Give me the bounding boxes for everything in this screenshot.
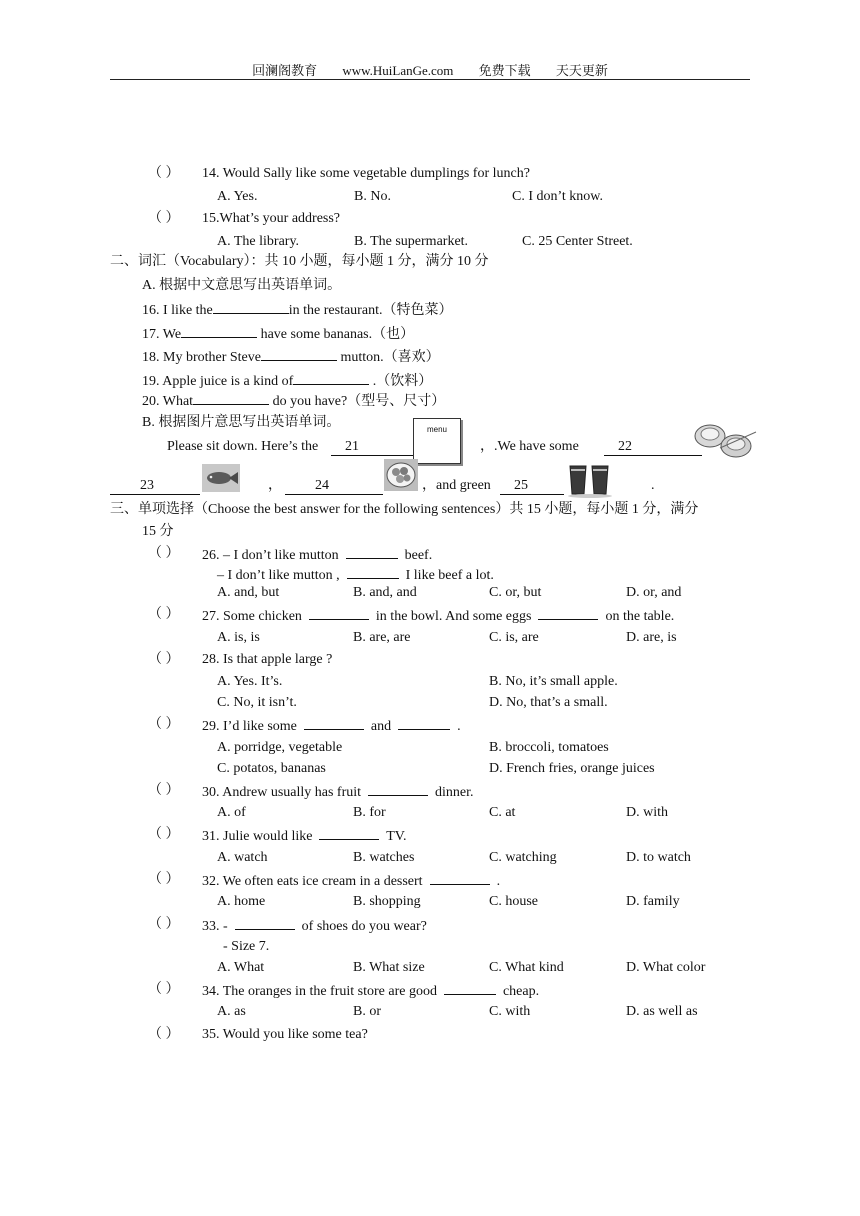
question-27-text: 27. Some chicken (202, 609, 302, 624)
vocab-item-16-post: in the restaurant.（特色菜） (288, 303, 453, 318)
answer-blank-29b[interactable] (398, 716, 450, 730)
question-26-option-a: A. and, but (217, 585, 280, 600)
question-26-text-2: – I don’t like mutton , (217, 568, 340, 583)
vocab-item-19-post: .（饮料） (369, 374, 433, 389)
question-33-end: of shoes do you wear? (301, 919, 427, 934)
question-32-option-d: D. family (626, 894, 680, 909)
question-32-paren: （ ） (148, 872, 180, 887)
question-27-end: on the table. (605, 609, 675, 624)
question-28-paren: （ ） (148, 652, 180, 667)
question-27-mid: in the bowl. And some eggs (375, 609, 532, 624)
question-28-option-c: C. No, it isn’t. (217, 695, 297, 710)
question-29-text: 29. I’d like some (202, 719, 297, 734)
question-14-option-c: C. I don’t know. (512, 189, 603, 204)
blank-21-number: 21 (345, 439, 359, 454)
header-tagline-2: 天天更新 (555, 63, 608, 78)
question-30-option-c: C. at (489, 805, 516, 820)
question-29-option-a: A. porridge, vegetable (217, 740, 343, 755)
picture-line-1-pre: Please sit down. Here’s the (167, 439, 319, 454)
question-15-option-c: C. 25 Center Street. (522, 234, 633, 249)
question-27-paren: （ ） (148, 607, 180, 622)
vocab-item-18-pre: 18. My brother Steve (142, 350, 261, 365)
question-31-option-b: B. watches (353, 850, 415, 865)
question-28-option-a: A. Yes. It’s. (217, 674, 283, 689)
question-31-option-d: D. to watch (626, 850, 691, 865)
question-32-text: 32. We often eats ice cream in a dessert (202, 874, 423, 889)
vocab-item-16-pre: 16. I like the (142, 303, 213, 318)
question-31-line (202, 826, 407, 846)
vocab-item-16 (142, 300, 452, 320)
fish-image (202, 464, 240, 492)
question-32-line (202, 871, 500, 891)
vocab-item-19-pre: 19. Apple juice is a kind of (142, 374, 294, 389)
question-34-end: cheap. (502, 984, 540, 999)
question-29-end: . (457, 719, 461, 734)
question-32-option-b: B. shopping (353, 894, 421, 909)
question-33-option-a: A. What (217, 960, 265, 975)
question-35-text: 35. Would you like some tea? (202, 1027, 368, 1042)
question-29-paren: （ ） (148, 717, 180, 732)
answer-blank-24[interactable] (285, 477, 383, 495)
question-33-option-c: C. What kind (489, 960, 564, 975)
vocab-item-20 (142, 391, 445, 411)
question-30-option-a: A. of (217, 805, 246, 820)
question-15-text: 15.What’s your address? (202, 211, 341, 226)
question-34-option-c: C. with (489, 1004, 531, 1019)
question-33-paren: （ ） (148, 917, 180, 932)
answer-blank-27a[interactable] (309, 606, 369, 620)
question-33-answer-line: - Size 7. (223, 939, 270, 954)
answer-blank-21[interactable] (331, 438, 413, 456)
question-28-option-b: B. No, it’s small apple. (489, 674, 618, 689)
question-26-paren: （ ） (148, 546, 180, 561)
question-33-option-b: B. What size (353, 960, 425, 975)
answer-blank-32[interactable] (430, 871, 490, 885)
question-34-option-b: B. or (353, 1004, 381, 1019)
mc-heading-line-2: 15 分 (142, 524, 174, 539)
header-url[interactable]: www.HuiLanGe.com (342, 63, 454, 78)
question-34-option-d: D. as well as (626, 1004, 698, 1019)
header-rule (110, 79, 750, 80)
answer-blank-31[interactable] (319, 826, 379, 840)
question-14-option-b: B. No. (354, 189, 391, 204)
question-32-option-a: A. home (217, 894, 266, 909)
page-header (0, 62, 860, 80)
blank-24-number: 24 (315, 478, 329, 493)
vocab-part-b: B. 根据图片意思写出英语单词。 (142, 415, 341, 430)
question-15-paren: （ ） (148, 211, 180, 226)
question-33-line (202, 916, 427, 936)
answer-blank-18[interactable] (261, 347, 337, 361)
question-30-option-d: D. with (626, 805, 668, 820)
question-31-paren: （ ） (148, 827, 180, 842)
question-26-option-d: D. or, and (626, 585, 682, 600)
vocab-item-19 (142, 371, 432, 391)
cookies-plate-image (384, 459, 418, 491)
question-27-option-a: A. is, is (217, 630, 260, 645)
answer-blank-34[interactable] (444, 981, 496, 995)
vocab-item-18-post: mutton.（喜欢） (336, 350, 440, 365)
question-26-end: beef. (404, 548, 433, 563)
menu-card-label: menu (426, 425, 447, 434)
question-28-text: 28. Is that apple large ? (202, 652, 333, 667)
question-30-line (202, 782, 474, 802)
question-30-option-b: B. for (353, 805, 386, 820)
question-27-line (202, 606, 674, 626)
question-26-option-b: B. and, and (353, 585, 417, 600)
vocab-part-a: A. 根据中文意思写出英语单词。 (142, 278, 342, 293)
picture-line-1-mid: ，.We have some (480, 439, 579, 454)
tea-glasses-image (566, 460, 616, 498)
question-26-option-c: C. or, but (489, 585, 542, 600)
question-27-option-c: C. is, are (489, 630, 539, 645)
question-27-option-d: D. are, is (626, 630, 677, 645)
picture-line-2-and-green: ，and green (422, 478, 491, 493)
answer-blank-22[interactable] (604, 438, 702, 456)
question-27-option-b: B. are, are (353, 630, 411, 645)
answer-blank-16[interactable] (213, 300, 289, 314)
answer-blank-25[interactable] (500, 477, 564, 495)
vocab-item-20-pre: 20. What (142, 394, 194, 409)
answer-blank-30[interactable] (368, 782, 428, 796)
question-26-end-2: I like beef a lot. (405, 568, 494, 583)
question-14-text: 14. Would Sally like some vegetable dumplings for lunch? (202, 166, 530, 181)
question-14-paren: （ ） (148, 166, 180, 181)
question-30-paren: （ ） (148, 783, 180, 798)
answer-blank-27b[interactable] (538, 606, 598, 620)
question-15-option-a: A. The library. (217, 234, 300, 249)
question-29-option-c: C. potatos, bananas (217, 761, 326, 776)
question-26-text: 26. – I don’t like mutton (202, 548, 339, 563)
blank-22-number: 22 (618, 439, 632, 454)
question-34-option-a: A. as (217, 1004, 246, 1019)
question-34-text: 34. The oranges in the fruit store are good (202, 984, 437, 999)
vocab-item-17-post: have some bananas.（也） (257, 327, 415, 342)
blank-23-number: 23 (140, 478, 154, 493)
question-26-line-1 (202, 545, 432, 565)
vocab-item-17-pre: 17. We (142, 327, 182, 342)
answer-blank-26b[interactable] (347, 565, 399, 579)
answer-blank-23[interactable] (110, 477, 200, 495)
vocab-item-17 (142, 324, 414, 344)
question-31-text: 31. Julie would like (202, 829, 313, 844)
question-34-line (202, 981, 539, 1001)
question-33-option-d: D. What color (626, 960, 706, 975)
question-28-option-d: D. No, that’s a small. (489, 695, 608, 710)
question-32-end: . (496, 874, 501, 889)
question-33-text: 33. - (202, 919, 228, 934)
question-35-paren: （ ） (148, 1027, 180, 1042)
question-29-option-b: B. broccoli, tomatoes (489, 740, 609, 755)
question-31-option-a: A. watch (217, 850, 268, 865)
picture-line-2-comma: ， (268, 478, 282, 493)
vocab-item-18 (142, 347, 440, 367)
header-tagline-1: 免费下载 (478, 63, 531, 78)
question-31-option-c: C. watching (489, 850, 557, 865)
question-29-option-d: D. French fries, orange juices (489, 761, 655, 776)
answer-blank-33[interactable] (235, 916, 295, 930)
vocab-item-20-post: do you have?（型号、尺寸） (269, 394, 446, 409)
question-30-end: dinner. (435, 785, 474, 800)
question-32-option-c: C. house (489, 894, 538, 909)
answer-blank-26a[interactable] (346, 545, 398, 559)
question-30-text: 30. Andrew usually has fruit (202, 785, 362, 800)
blank-25-number: 25 (514, 478, 528, 493)
answer-blank-20[interactable] (193, 391, 269, 405)
question-15-option-b: B. The supermarket. (354, 234, 469, 249)
question-34-paren: （ ） (148, 982, 180, 997)
picture-line-2-period: . (651, 478, 655, 493)
question-31-end: TV. (386, 829, 407, 844)
answer-blank-29a[interactable] (304, 716, 364, 730)
question-26-line-2 (217, 565, 494, 585)
menu-card-image (413, 418, 461, 464)
answer-blank-19[interactable] (293, 371, 369, 385)
question-14-option-a: A. Yes. (217, 189, 258, 204)
header-site-name: 回澜阁教育 (252, 63, 318, 78)
dumplings-image (690, 418, 758, 462)
answer-blank-17[interactable] (181, 324, 257, 338)
question-29-line (202, 716, 461, 736)
vocab-heading: 二、词汇（Vocabulary）：共 10 小题，每小题 1 分，满分 10 分 (110, 254, 489, 269)
mc-heading-line-1: 三、单项选择（Choose the best answer for the following sentences）共 15 小题，每小题 1 分，满分 (110, 502, 699, 517)
question-29-mid: and (370, 719, 392, 734)
